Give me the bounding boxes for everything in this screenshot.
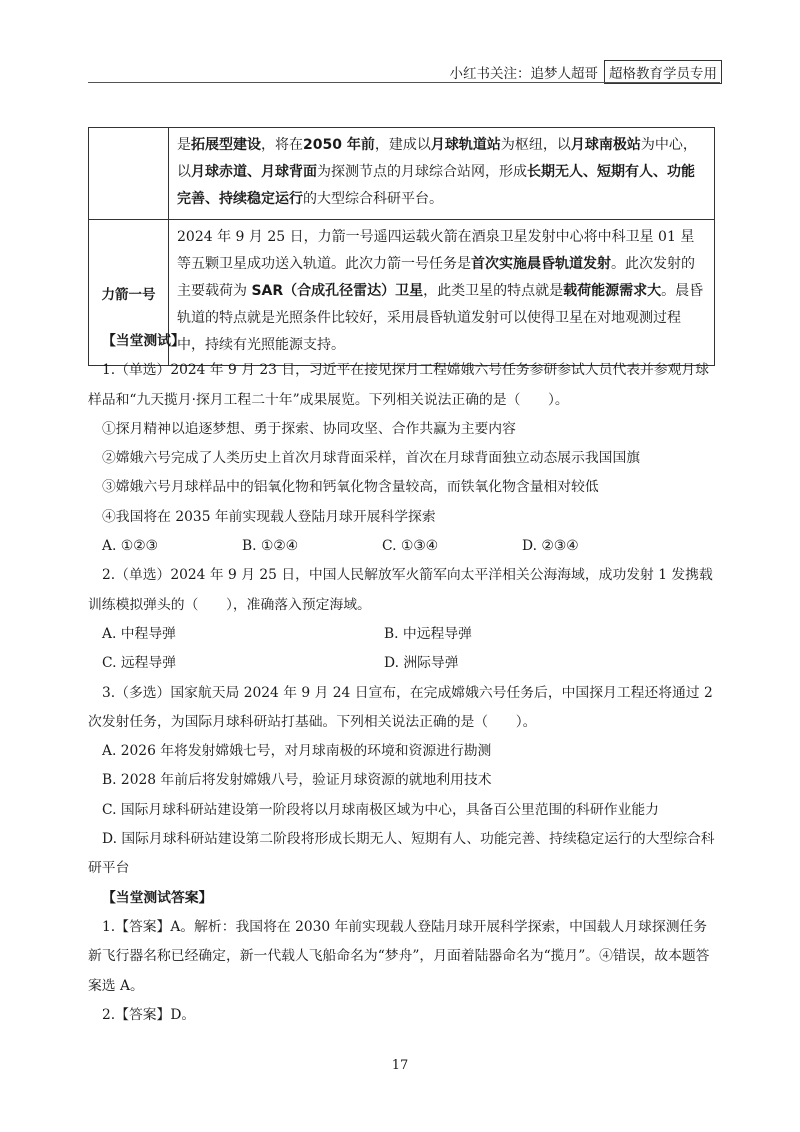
text-run: 。晨昏轨道的特点就是光照条件比较好，采用晨昏轨道发射可以使得卫星在对地观测过程中，持续有光照能源支持。 (177, 283, 704, 353)
q1-statement-1: ①探月精神以追逐梦想、勇于探索、协同攻坚、合作共赢为主要内容 (102, 420, 516, 437)
q2-option-b: B. 中远程导弹 (384, 625, 472, 642)
row-label (89, 128, 169, 220)
header-divider (88, 82, 720, 83)
answer-1: 1.【答案】A。解析：我国将在 2030 年前实现载人登陆月球开展科学探索，中国载人月球探测任务新飞行器名称已经确定，新一代载人飞船命名为“梦舟”，月面着陆器命名为“揽月”。④错误，故本题答案选 A。 (88, 918, 710, 994)
q2-option-a: A. 中程导弹 (102, 625, 176, 642)
q2-stem: 2.（单选）2024 年 9 月 25 日，中国人民解放军火箭军向太平洋相关公海海域，成功发射 1 发携载训练模拟弹头的（ ），准确落入预定海域。 (88, 567, 713, 613)
bold-text: 首次实施晨昏轨道发射 (471, 256, 611, 272)
q2-options-row1 (88, 620, 718, 649)
bold-text: 2050 年前 (303, 137, 375, 153)
page-header (450, 60, 723, 84)
text-run: 2024 年 9 月 25 日，力箭一号遥四运载火箭在酒泉卫星发射中心将中科卫星 01 星等五颗卫星成功送入轨道。此次力箭一号任务是 (177, 229, 695, 272)
page-number: 17 (391, 1058, 409, 1073)
test-title: 【当堂测试】 (102, 333, 185, 349)
bold-text: 月球南极站 (570, 137, 641, 153)
q1-option-c: C. ①③④ (382, 538, 438, 555)
main-content (88, 327, 718, 1030)
q2-option-c: C. 远程导弹 (102, 655, 177, 672)
answers-title: 【当堂测试答案】 (102, 889, 213, 906)
text-run: 为枢纽，以 (500, 137, 571, 153)
bold-text: 月球赤道、月球背面 (191, 164, 317, 180)
q3-option-b: B. 2028 年前后将发射嫦娥八号，验证月球资源的就地利用技术 (102, 772, 492, 789)
text-run: ，将在 (261, 137, 303, 153)
row-label-lijian: 力箭一号 (89, 220, 169, 366)
text-run: 为中心，以 (177, 137, 697, 180)
q1-statement-2: ②嫦娥六号完成了人类历史上首次月球背面采样，首次在月球背面独立动态展示我国国旗 (102, 450, 641, 467)
bold-text: SAR（合成孔径雷达）卫星 (251, 283, 424, 299)
text-run: 是 (177, 137, 191, 153)
table-row (89, 128, 715, 220)
q3-option-d: D. 国际月球科研站建设第二阶段将形成长期无人、短期有人、功能完善、持续稳定运行的大型综合科研平台 (88, 831, 715, 877)
header-badge: 超格教育学员专用 (604, 60, 722, 84)
q3-option-c: C. 国际月球科研站建设第一阶段将以月球南极区域为中心，具备百公里范围的科研作业能力 (102, 801, 659, 818)
bold-text: 长期无人、短期有人、功能完善、持续稳定运行 (177, 164, 695, 207)
header-follow-text: 小红书关注：追梦人超哥 (449, 66, 598, 82)
q1-option-d: D. ②③④ (522, 538, 579, 555)
text-run: 的大型综合科研平台。 (303, 191, 443, 207)
text-run: ，此类卫星的特点就是 (423, 283, 564, 299)
q2-option-d: D. 洲际导弹 (384, 655, 459, 672)
q1-statement-4: ④我国将在 2035 年前实现载人登陆月球开展科学探索 (102, 508, 436, 525)
q1-statement-3: ③嫦娥六号月球样品中的铝氧化物和钙氧化物含量较高，而铁氧化物含量相对较低 (102, 479, 599, 496)
bold-text: 月球轨道站 (430, 137, 501, 153)
q1-option-a: A. ①②③ (102, 538, 158, 555)
q2-options-row2 (88, 649, 718, 678)
q1-options (88, 532, 718, 561)
text-run: 。此次发射的主要载荷为 (177, 256, 695, 299)
text-run: ，建成以 (374, 137, 431, 153)
q1-stem: 1.（单选）2024 年 9 月 23 日，习近平在接见探月工程嫦娥六号任务参研参试人员代表并参观月球样品和“九天揽月·探月工程二十年”成果展览。下列相关说法正确的是（ ）。 (88, 362, 710, 408)
text-run: 为探测节点的月球综合站网，形成 (317, 164, 527, 180)
bold-text: 载荷能源需求大 (563, 283, 662, 299)
q3-stem: 3.（多选）国家航天局 2024 年 9 月 24 日宣布，在完成嫦娥六号任务后，中国探月工程还将通过 2 次发射任务，为国际月球科研站打基础。下列相关说法正确的是（ ）。 (88, 684, 713, 730)
q1-option-b: B. ①②④ (242, 538, 299, 555)
q3-option-a: A. 2026 年将发射嫦娥七号，对月球南极的环境和资源进行勘测 (102, 743, 492, 760)
bold-text: 拓展型建设 (191, 137, 261, 153)
row-content (169, 128, 715, 220)
answer-2: 2.【答案】D。 (102, 1006, 196, 1023)
